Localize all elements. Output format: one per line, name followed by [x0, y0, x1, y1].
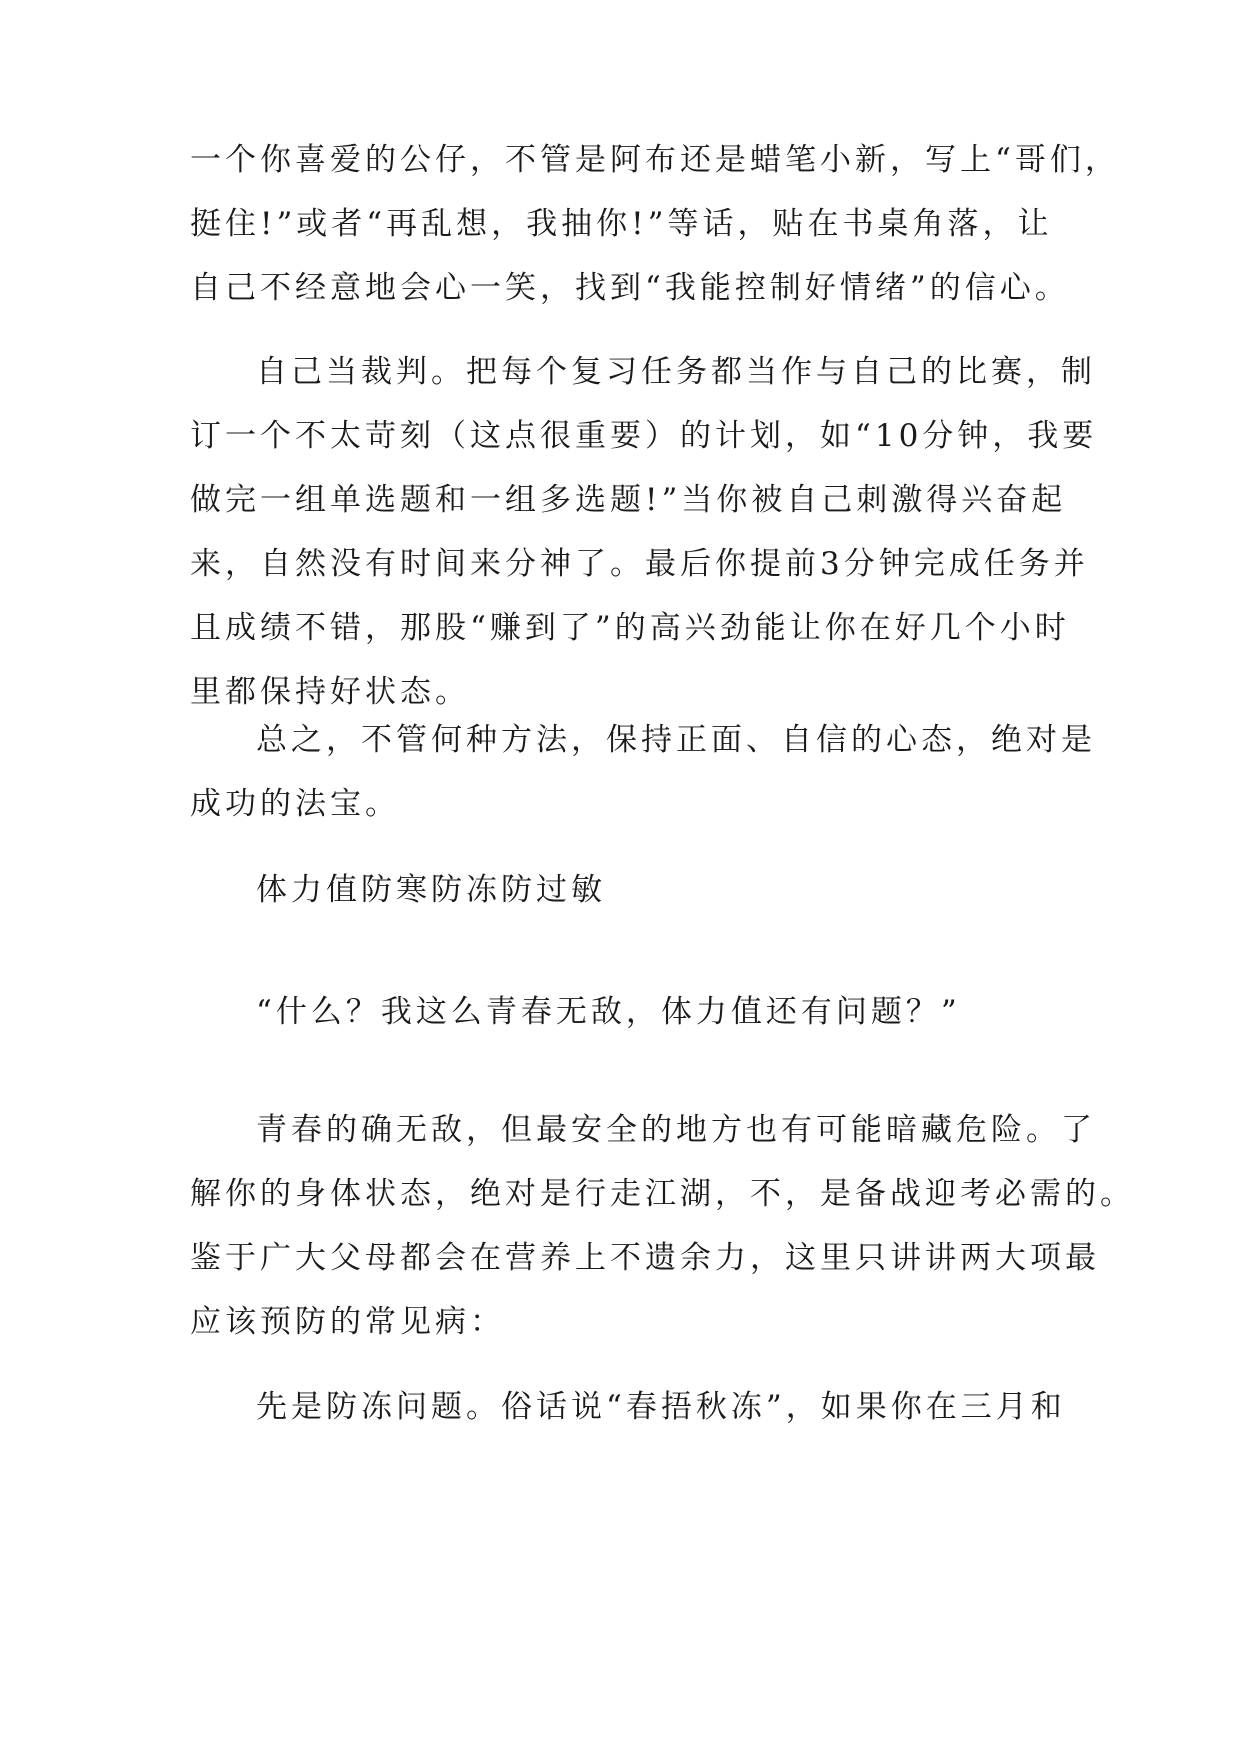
text-line: 先是防冻问题。俗话说“春捂秋冻”，如果你在三月和	[256, 1389, 1066, 1425]
text-line: 一个你喜爱的公仔，不管是阿布还是蜡笔小新，写上“哥们，	[190, 142, 1120, 178]
text-line: 自己当裁判。把每个复习任务都当作与自己的比赛，制	[256, 354, 1096, 390]
paragraph-youth	[190, 1098, 1135, 1354]
paragraph-quote	[190, 980, 1050, 1044]
text-line: 自己不经意地会心一笑，找到“我能控制好情绪”的信心。	[190, 270, 1070, 306]
text-line: 青春的确无敌，但最安全的地方也有可能暗藏危险。了	[256, 1112, 1096, 1148]
section-heading	[190, 858, 1050, 922]
paragraph-mascot	[190, 128, 1120, 320]
text-line: “什么？我这么青春无敌，体力值还有问题？”	[256, 994, 961, 1030]
text-line: 且成绩不错，那股“赚到了”的高兴劲能让你在好几个小时	[190, 610, 1070, 646]
text-line: 鉴于广大父母都会在营养上不遗余力，这里只讲讲两大项最	[190, 1240, 1100, 1276]
text-line: 做完一组单选题和一组多选题!”当你被自己刺激得兴奋起	[190, 482, 1067, 518]
text-line: 解你的身体状态，绝对是行走江湖，不，是备战迎考必需的。	[190, 1176, 1135, 1212]
text-line: 来，自然没有时间来分神了。最后你提前3分钟完成任务并	[190, 546, 1089, 582]
text-line: 成功的法宝。	[190, 786, 400, 822]
paragraph-summary	[190, 708, 1096, 836]
text-line: 总之，不管何种方法，保持正面、自信的心态，绝对是	[256, 722, 1096, 758]
text-line: 挺住!”或者“再乱想，我抽你!”等话，贴在书桌角落，让	[190, 206, 1053, 242]
text-line: 体力值防寒防冻防过敏	[256, 872, 606, 908]
paragraph-self-referee	[190, 340, 1098, 724]
text-line: 订一个不太苛刻（这点很重要）的计划，如“10分钟，我要	[190, 418, 1098, 454]
paragraph-cold-prevention	[190, 1375, 1066, 1439]
text-line: 应该预防的常见病：	[190, 1304, 505, 1340]
text-line: 里都保持好状态。	[190, 674, 470, 710]
